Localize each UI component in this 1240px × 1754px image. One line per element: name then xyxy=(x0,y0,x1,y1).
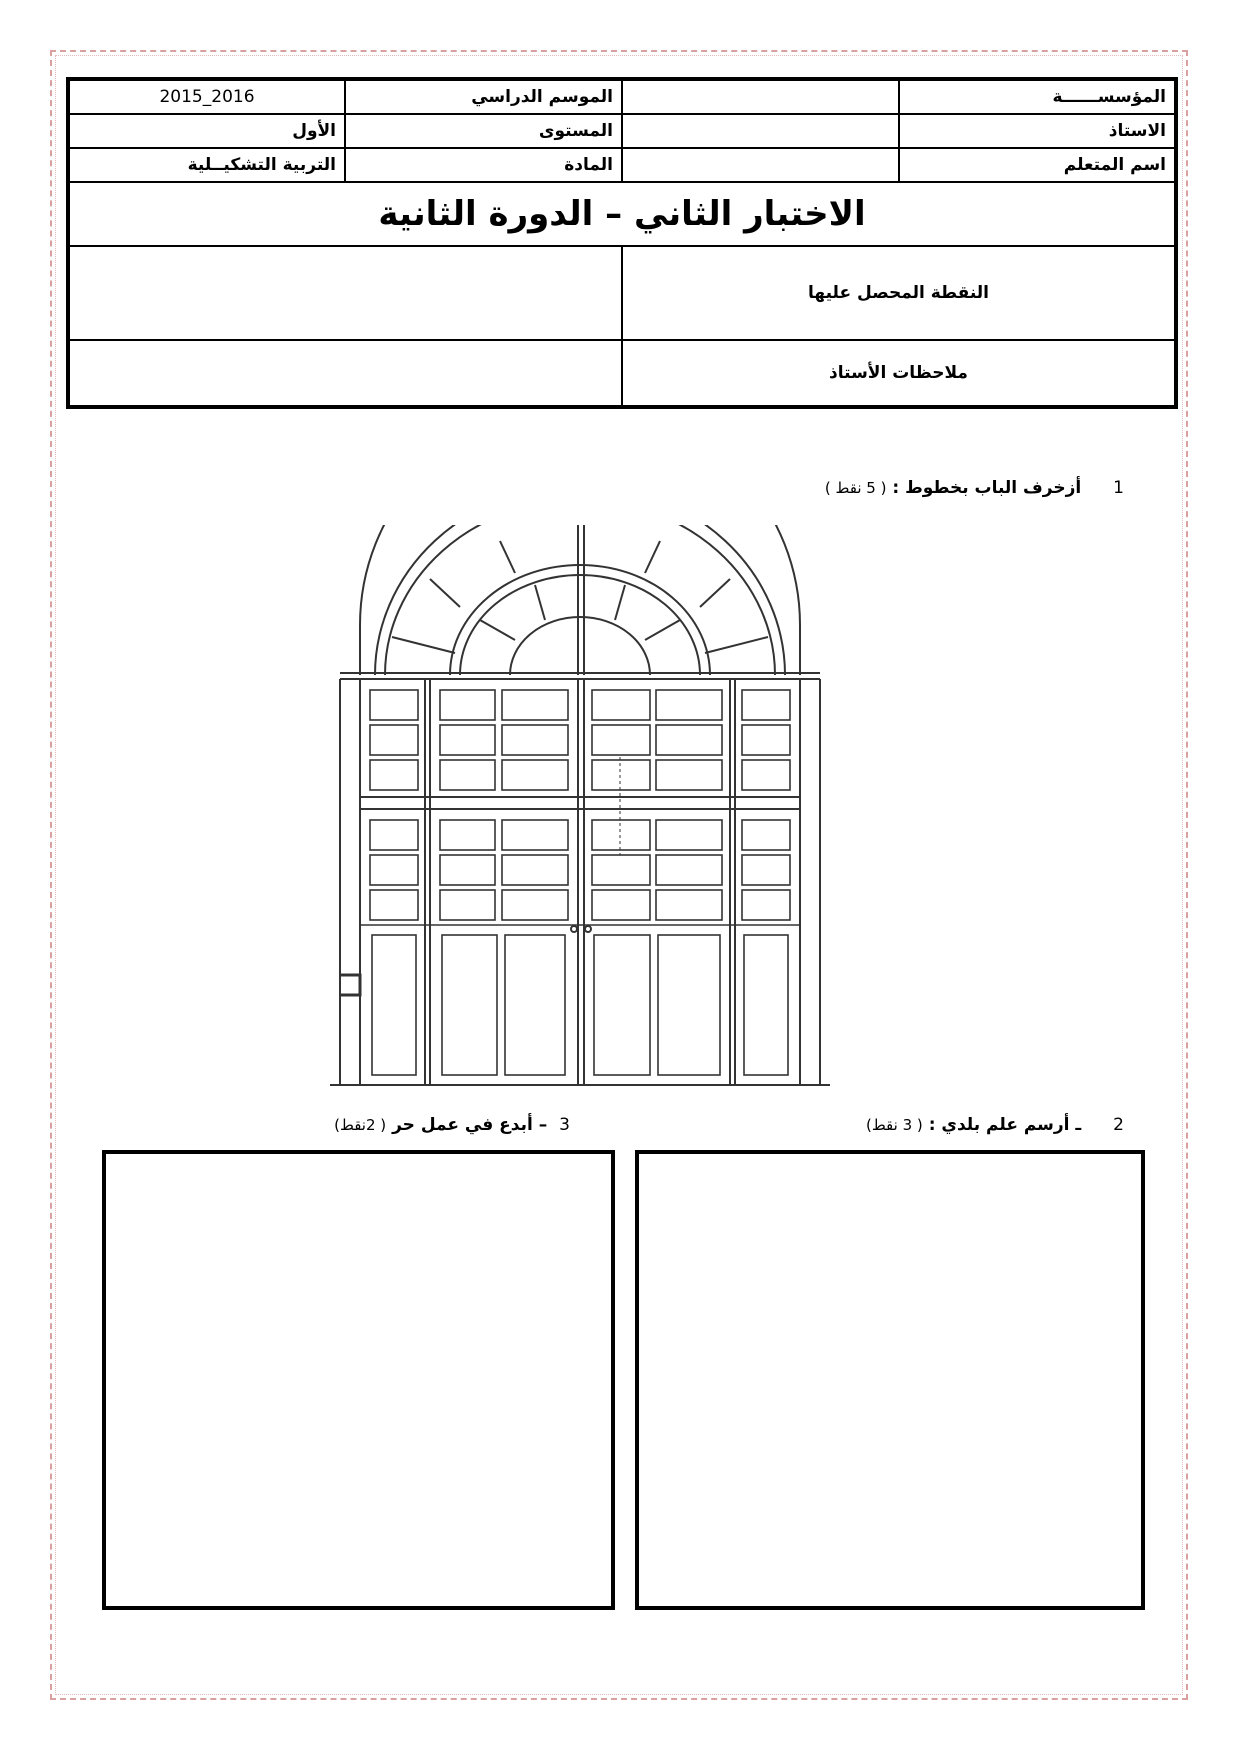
subject-label: المادة xyxy=(345,148,622,182)
teacher-value[interactable] xyxy=(622,114,899,148)
level-value: الأول xyxy=(68,114,345,148)
grade-value[interactable] xyxy=(68,246,622,340)
notes-label: ملاحظات الأستاذ xyxy=(622,340,1176,407)
arched-door-drawing-icon xyxy=(330,525,830,1095)
student-value[interactable] xyxy=(622,148,899,182)
question-2 xyxy=(866,1115,1124,1135)
question-3-points: ( 2نقط) xyxy=(334,1116,387,1134)
header-row-institution xyxy=(68,79,1176,114)
subject-value: التربية التشكيــلية xyxy=(68,148,345,182)
header-table xyxy=(66,77,1178,409)
teacher-label: الاستاذ xyxy=(899,114,1176,148)
season-label: الموسم الدراسي xyxy=(345,79,622,114)
grade-row xyxy=(68,246,1176,340)
notes-row xyxy=(68,340,1176,407)
student-label: اسم المتعلم xyxy=(899,148,1176,182)
exam-title: الاختبار الثاني – الدورة الثانية xyxy=(68,182,1176,246)
notes-value[interactable] xyxy=(68,340,622,407)
question-3-number: 3 xyxy=(559,1115,570,1135)
grade-label: النقطة المحصل عليها xyxy=(622,246,1176,340)
header-row-teacher xyxy=(68,114,1176,148)
question-1-points: ( 5 نقط ) xyxy=(824,479,887,497)
question-2-points: ( 3 نقط) xyxy=(865,1116,923,1134)
title-row xyxy=(68,182,1176,246)
question-3-text: – أبدع في عمل حر xyxy=(392,1115,548,1135)
answer-box-flag[interactable] xyxy=(635,1150,1145,1610)
question-1 xyxy=(825,478,1124,498)
level-label: المستوى xyxy=(345,114,622,148)
answer-box-free-work[interactable] xyxy=(102,1150,615,1610)
question-2-text: ـ أرسم علم بلدي : xyxy=(928,1115,1082,1135)
institution-label: المؤسســــــة xyxy=(899,79,1176,114)
question-3 xyxy=(334,1115,570,1135)
question-2-number: 2 xyxy=(1113,1115,1124,1135)
question-1-number: 1 xyxy=(1113,478,1124,498)
season-value: 2016_2015 xyxy=(68,79,345,114)
question-1-text: أزخرف الباب بخطوط : xyxy=(892,478,1082,498)
header-row-student xyxy=(68,148,1176,182)
institution-value[interactable] xyxy=(622,79,899,114)
